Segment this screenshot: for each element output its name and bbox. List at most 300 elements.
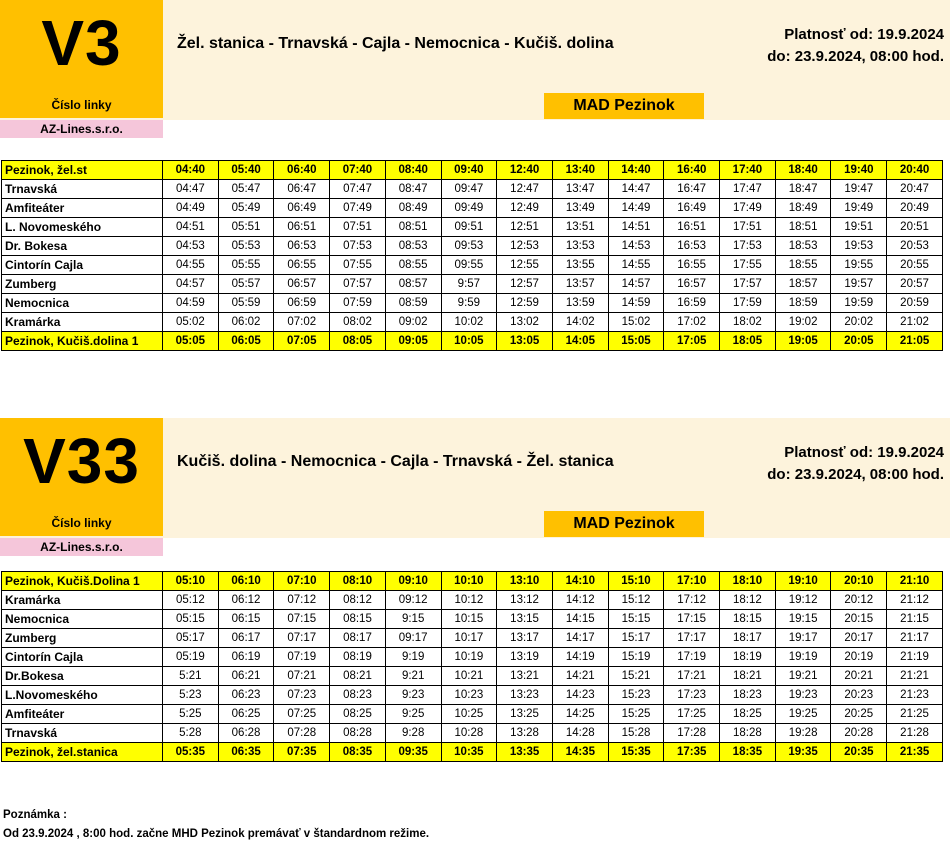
departure-time: 08:19 [330,648,386,667]
valid-to: do: 23.9.2024, 08:00 hod. [767,48,944,65]
departure-time: 14:53 [608,237,664,256]
departure-time: 21:28 [887,724,943,743]
departure-time: 08:49 [385,199,441,218]
departure-time: 9:59 [441,294,497,313]
departure-time: 9:25 [385,705,441,724]
departure-time: 16:55 [664,256,720,275]
departure-time: 07:28 [274,724,330,743]
departure-time: 19:02 [775,313,831,332]
departure-time: 14:21 [552,667,608,686]
departure-time: 05:15 [163,610,219,629]
departure-time: 07:05 [274,332,330,351]
departure-time: 14:17 [552,629,608,648]
departure-time: 08:05 [330,332,386,351]
departure-time: 19:49 [831,199,887,218]
departure-time: 19:25 [775,705,831,724]
departure-time: 04:55 [163,256,219,275]
departure-time: 13:10 [497,572,553,591]
departure-time: 18:28 [720,724,776,743]
timetable-v3 [0,0,950,360]
stop-name: Pezinok, Kučiš.dolina 1 [2,332,163,351]
route-description: Žel. stanica - Trnavská - Cajla - Nemocnica - Kučiš. dolina [177,35,614,52]
departure-time: 19:15 [775,610,831,629]
departure-time: 9:28 [385,724,441,743]
departure-time: 14:49 [608,199,664,218]
departure-time: 12:59 [497,294,553,313]
departure-time: 06:17 [218,629,274,648]
departure-time: 19:40 [831,161,887,180]
departure-time: 07:23 [274,686,330,705]
departure-time: 13:28 [497,724,553,743]
valid-from: Platnosť od: 19.9.2024 [784,444,944,461]
departure-time: 09:05 [385,332,441,351]
departure-time: 21:19 [887,648,943,667]
departure-time: 07:57 [330,275,386,294]
departure-time: 09:47 [441,180,497,199]
departure-time: 09:55 [441,256,497,275]
departure-time: 21:05 [887,332,943,351]
departure-time: 07:49 [330,199,386,218]
departure-time: 17:53 [720,237,776,256]
departure-time: 20:10 [831,572,887,591]
departure-time: 18:59 [775,294,831,313]
departure-time: 19:53 [831,237,887,256]
departure-time: 05:05 [163,332,219,351]
departure-time: 20:47 [887,180,943,199]
departure-time: 18:49 [775,199,831,218]
table-row [2,332,943,351]
departure-time: 09:53 [441,237,497,256]
departure-time: 15:19 [608,648,664,667]
departure-time: 06:35 [218,743,274,762]
departure-time: 17:05 [664,332,720,351]
departure-time: 05:55 [218,256,274,275]
stop-name: Dr.Bokesa [2,667,163,686]
departure-time: 14:55 [608,256,664,275]
departure-time: 19:59 [831,294,887,313]
departure-time: 07:47 [330,180,386,199]
departure-time: 06:25 [218,705,274,724]
departure-time: 9:57 [441,275,497,294]
departure-time: 05:19 [163,648,219,667]
departure-time: 09:12 [385,591,441,610]
departure-time: 14:19 [552,648,608,667]
table-row [2,610,943,629]
departure-time: 17:23 [664,686,720,705]
departure-time: 07:21 [274,667,330,686]
departure-time: 12:53 [497,237,553,256]
departure-time: 20:53 [887,237,943,256]
departure-time: 20:15 [831,610,887,629]
departure-time: 06:47 [274,180,330,199]
departure-time: 17:15 [664,610,720,629]
departure-time: 16:53 [664,237,720,256]
stop-name: Dr. Bokesa [2,237,163,256]
departure-time: 05:12 [163,591,219,610]
departure-time: 19:10 [775,572,831,591]
departure-time: 18:05 [720,332,776,351]
departure-time: 06:15 [218,610,274,629]
departure-time: 10:10 [441,572,497,591]
departure-time: 05:53 [218,237,274,256]
departure-time: 08:21 [330,667,386,686]
departure-time: 18:25 [720,705,776,724]
departure-time: 14:47 [608,180,664,199]
table-row [2,686,943,705]
departure-time: 12:49 [497,199,553,218]
departure-time: 19:17 [775,629,831,648]
departure-time: 21:23 [887,686,943,705]
departure-time: 07:12 [274,591,330,610]
departure-time: 05:02 [163,313,219,332]
departure-time: 13:12 [497,591,553,610]
timetable-header [0,0,950,120]
table-row [2,256,943,275]
departure-time: 13:15 [497,610,553,629]
table-row [2,591,943,610]
departure-time: 19:57 [831,275,887,294]
departure-time: 18:17 [720,629,776,648]
departure-time: 16:59 [664,294,720,313]
departure-time: 13:02 [497,313,553,332]
departure-time: 13:49 [552,199,608,218]
departure-time: 08:15 [330,610,386,629]
departure-time: 05:10 [163,572,219,591]
departure-time: 13:21 [497,667,553,686]
departure-time: 06:10 [218,572,274,591]
departure-time: 17:28 [664,724,720,743]
departure-time: 16:47 [664,180,720,199]
departure-time: 18:57 [775,275,831,294]
departure-time: 19:19 [775,648,831,667]
stop-name: Zumberg [2,629,163,648]
departure-time: 15:10 [608,572,664,591]
departure-time: 9:23 [385,686,441,705]
departure-time: 20:17 [831,629,887,648]
departure-time: 19:21 [775,667,831,686]
departure-time: 05:59 [218,294,274,313]
departure-time: 17:59 [720,294,776,313]
departure-time: 07:17 [274,629,330,648]
departure-time: 15:05 [608,332,664,351]
departure-time: 08:40 [385,161,441,180]
departure-time: 18:02 [720,313,776,332]
departure-time: 06:55 [274,256,330,275]
departure-time: 17:55 [720,256,776,275]
line-number: V33 [23,425,140,497]
departure-time: 06:59 [274,294,330,313]
stop-name: Trnavská [2,180,163,199]
stop-name: Zumberg [2,275,163,294]
departure-time: 06:51 [274,218,330,237]
departure-time: 05:17 [163,629,219,648]
departure-time: 13:25 [497,705,553,724]
stop-name: Pezinok, žel.stanica [2,743,163,762]
departure-time: 05:47 [218,180,274,199]
departure-time: 08:12 [330,591,386,610]
departure-time: 04:47 [163,180,219,199]
departure-time: 12:47 [497,180,553,199]
stop-name: L. Novomeského [2,218,163,237]
departure-time: 10:05 [441,332,497,351]
departure-time: 14:51 [608,218,664,237]
stop-name: Kramárka [2,313,163,332]
departure-time: 14:05 [552,332,608,351]
departure-time: 20:59 [887,294,943,313]
line-number-label: Číslo linky [51,516,112,530]
departure-time: 05:57 [218,275,274,294]
departure-time: 07:10 [274,572,330,591]
departure-time: 13:47 [552,180,608,199]
departure-time: 13:17 [497,629,553,648]
departure-time: 14:02 [552,313,608,332]
table-row [2,218,943,237]
departure-time: 14:12 [552,591,608,610]
departure-time: 04:40 [163,161,219,180]
departure-time: 14:23 [552,686,608,705]
departure-time: 04:49 [163,199,219,218]
departure-time: 17:02 [664,313,720,332]
line-badge [0,0,163,118]
line-badge [0,418,163,536]
departure-time: 20:57 [887,275,943,294]
departure-time: 13:55 [552,256,608,275]
table-row [2,313,943,332]
departure-time: 05:51 [218,218,274,237]
departure-time: 17:47 [720,180,776,199]
departure-time: 13:59 [552,294,608,313]
departure-time: 16:49 [664,199,720,218]
departure-time: 15:17 [608,629,664,648]
departure-time: 12:51 [497,218,553,237]
table-row [2,161,943,180]
departure-time: 20:55 [887,256,943,275]
departure-time: 10:19 [441,648,497,667]
table-row [2,199,943,218]
stop-name: Nemocnica [2,294,163,313]
table-row [2,275,943,294]
departure-time: 10:02 [441,313,497,332]
departure-time: 04:51 [163,218,219,237]
network-label: MAD Pezinok [544,93,704,119]
departure-time: 19:55 [831,256,887,275]
table-row [2,724,943,743]
table-row [2,648,943,667]
departure-time: 08:28 [330,724,386,743]
departure-time: 18:55 [775,256,831,275]
departure-time: 13:51 [552,218,608,237]
departure-time: 5:23 [163,686,219,705]
departure-time: 14:40 [608,161,664,180]
stop-name: Amfiteáter [2,199,163,218]
departure-time: 10:25 [441,705,497,724]
departure-time: 19:05 [775,332,831,351]
note [3,806,429,844]
operator-label: AZ-Lines.s.r.o. [0,120,163,138]
departure-time: 16:57 [664,275,720,294]
departure-time: 06:19 [218,648,274,667]
departure-time: 07:15 [274,610,330,629]
departure-time: 9:19 [385,648,441,667]
departure-time: 18:15 [720,610,776,629]
departure-time: 21:17 [887,629,943,648]
departure-time: 10:28 [441,724,497,743]
timetable-header [0,418,950,538]
departure-time: 04:53 [163,237,219,256]
departure-time: 06:49 [274,199,330,218]
departure-time: 15:12 [608,591,664,610]
departure-time: 08:57 [385,275,441,294]
departure-time: 08:23 [330,686,386,705]
departure-time: 5:21 [163,667,219,686]
departure-time: 08:59 [385,294,441,313]
timetable-v33 [0,418,950,778]
departure-time: 15:02 [608,313,664,332]
departure-time: 15:15 [608,610,664,629]
departure-time: 10:15 [441,610,497,629]
timetable-table [1,571,943,762]
departure-time: 17:40 [720,161,776,180]
departure-time: 15:28 [608,724,664,743]
table-row [2,294,943,313]
departure-time: 21:25 [887,705,943,724]
timetable-table [1,160,943,351]
departure-time: 12:55 [497,256,553,275]
departure-time: 07:19 [274,648,330,667]
departure-time: 18:23 [720,686,776,705]
departure-time: 5:28 [163,724,219,743]
departure-time: 20:25 [831,705,887,724]
table-row [2,743,943,762]
validity-period [767,442,944,486]
departure-time: 09:17 [385,629,441,648]
departure-time: 06:02 [218,313,274,332]
departure-time: 13:05 [497,332,553,351]
stop-name: Cintorín Cajla [2,256,163,275]
departure-time: 17:21 [664,667,720,686]
table-row [2,237,943,256]
table-row [2,667,943,686]
departure-time: 21:35 [887,743,943,762]
departure-time: 17:17 [664,629,720,648]
departure-time: 06:12 [218,591,274,610]
stop-name: Pezinok, Kučiš.Dolina 1 [2,572,163,591]
stop-name: L.Novomeského [2,686,163,705]
departure-time: 13:35 [497,743,553,762]
departure-time: 20:49 [887,199,943,218]
departure-time: 18:40 [775,161,831,180]
departure-time: 12:57 [497,275,553,294]
table-row [2,705,943,724]
line-number: V3 [41,7,122,79]
departure-time: 18:21 [720,667,776,686]
departure-time: 14:10 [552,572,608,591]
departure-time: 18:53 [775,237,831,256]
departure-time: 05:49 [218,199,274,218]
stop-name: Kramárka [2,591,163,610]
departure-time: 19:28 [775,724,831,743]
departure-time: 18:51 [775,218,831,237]
departure-time: 13:23 [497,686,553,705]
departure-time: 13:53 [552,237,608,256]
departure-time: 20:12 [831,591,887,610]
departure-time: 20:02 [831,313,887,332]
departure-time: 08:47 [385,180,441,199]
operator-label: AZ-Lines.s.r.o. [0,538,163,556]
departure-time: 21:15 [887,610,943,629]
valid-to: do: 23.9.2024, 08:00 hod. [767,466,944,483]
departure-time: 15:25 [608,705,664,724]
departure-time: 16:40 [664,161,720,180]
departure-time: 17:49 [720,199,776,218]
line-number-label: Číslo linky [51,98,112,112]
departure-time: 18:19 [720,648,776,667]
departure-time: 09:02 [385,313,441,332]
departure-time: 20:19 [831,648,887,667]
departure-time: 17:19 [664,648,720,667]
stop-name: Pezinok, žel.st [2,161,163,180]
departure-time: 15:21 [608,667,664,686]
departure-time: 08:10 [330,572,386,591]
departure-time: 05:40 [218,161,274,180]
departure-time: 9:21 [385,667,441,686]
departure-time: 19:35 [775,743,831,762]
departure-time: 06:23 [218,686,274,705]
departure-time: 17:57 [720,275,776,294]
departure-time: 08:17 [330,629,386,648]
table-row [2,180,943,199]
departure-time: 20:35 [831,743,887,762]
stop-name: Amfiteáter [2,705,163,724]
network-label: MAD Pezinok [544,511,704,537]
note-text: Od 23.9.2024 , 8:00 hod. začne MHD Pezinok premávať v štandardnom režime. [3,828,430,840]
departure-time: 06:53 [274,237,330,256]
departure-time: 07:51 [330,218,386,237]
departure-time: 06:05 [218,332,274,351]
route-description: Kučiš. dolina - Nemocnica - Cajla - Trnavská - Žel. stanica [177,453,614,470]
stop-name: Nemocnica [2,610,163,629]
departure-time: 20:21 [831,667,887,686]
departure-time: 19:51 [831,218,887,237]
departure-time: 21:21 [887,667,943,686]
departure-time: 17:35 [664,743,720,762]
departure-time: 12:40 [497,161,553,180]
departure-time: 07:02 [274,313,330,332]
departure-time: 17:25 [664,705,720,724]
departure-time: 06:40 [274,161,330,180]
validity-period [767,24,944,68]
stop-name: Trnavská [2,724,163,743]
departure-time: 20:40 [887,161,943,180]
departure-time: 07:40 [330,161,386,180]
departure-time: 13:57 [552,275,608,294]
departure-time: 14:15 [552,610,608,629]
table-row [2,629,943,648]
departure-time: 19:47 [831,180,887,199]
departure-time: 07:55 [330,256,386,275]
departure-time: 09:51 [441,218,497,237]
departure-time: 06:28 [218,724,274,743]
departure-time: 15:35 [608,743,664,762]
departure-time: 08:02 [330,313,386,332]
table-row [2,572,943,591]
departure-time: 07:53 [330,237,386,256]
departure-time: 14:35 [552,743,608,762]
departure-time: 07:35 [274,743,330,762]
note-title: Poznámka : [3,809,67,821]
departure-time: 21:10 [887,572,943,591]
valid-from: Platnosť od: 19.9.2024 [784,26,944,43]
